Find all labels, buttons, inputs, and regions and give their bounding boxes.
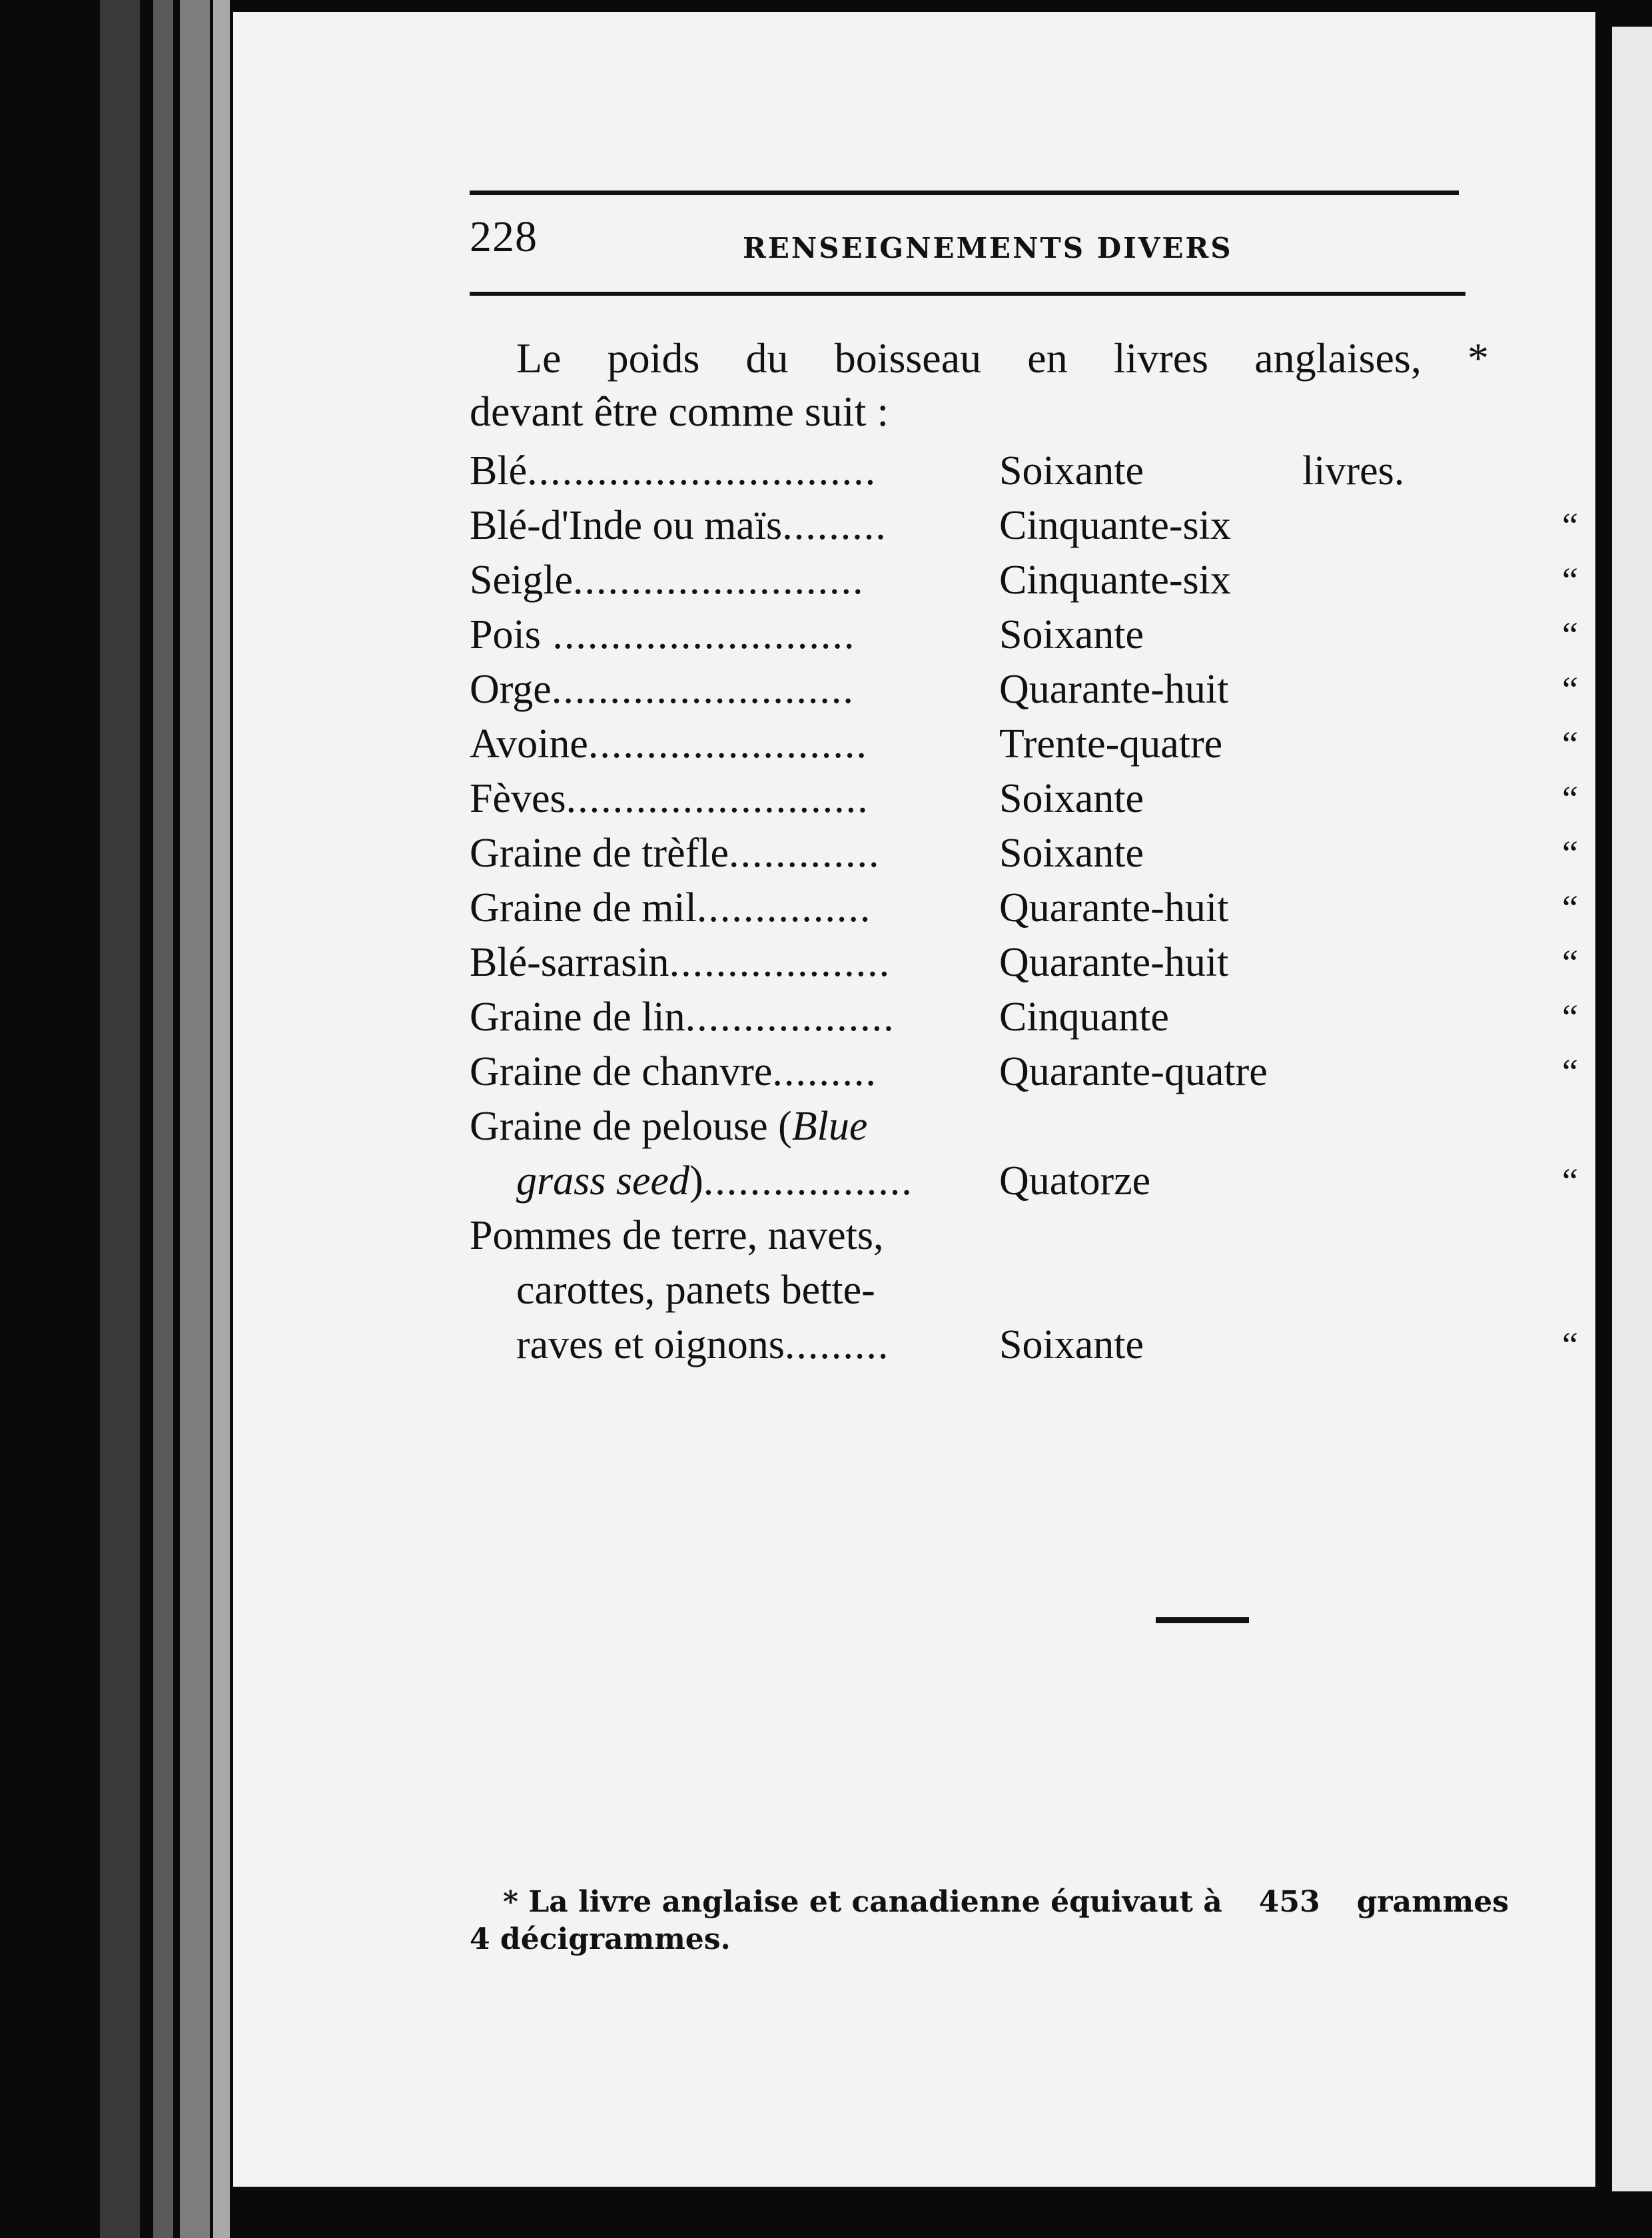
table-row — [470, 826, 1652, 881]
weight-value: Soixante — [999, 831, 1144, 876]
leader-dots: .............................. — [527, 448, 877, 494]
grain-name: Pois — [470, 612, 541, 657]
ditto-mark: “ — [1562, 669, 1578, 709]
grain-name: Avoine — [470, 721, 588, 767]
table-row — [470, 662, 1652, 717]
footnote-text: * La livre anglaise et canadienne équivaut à — [503, 1885, 1222, 1919]
grain-name-part: ) — [689, 1158, 703, 1204]
header-rule-top — [470, 190, 1459, 195]
footnote-text: 453 — [1258, 1885, 1320, 1919]
intro-word: poids — [607, 334, 700, 382]
grain-name: Blé-d'Inde ou maïs — [470, 503, 783, 548]
ditto-mark: “ — [1562, 833, 1578, 873]
weight-table — [470, 444, 1652, 1372]
ditto-mark: “ — [1562, 615, 1578, 655]
table-row — [470, 1208, 1652, 1263]
weight-unit: livres. — [1302, 448, 1405, 494]
footnote — [470, 1884, 1509, 1958]
table-row — [470, 498, 1652, 553]
leader-dots: .......................... — [540, 612, 856, 657]
weight-value: Trente-quatre — [999, 721, 1223, 767]
intro-line-2: devant être comme suit : — [470, 388, 889, 435]
grain-name: Orge — [470, 667, 552, 712]
weight-value: Soixante — [999, 448, 1144, 494]
grain-name: Fèves — [470, 776, 566, 821]
weight-value: Soixante — [999, 612, 1144, 657]
table-row — [470, 935, 1652, 990]
footnote-line-2: 4 décigrammes. — [470, 1922, 731, 1956]
leader-dots: ......... — [782, 503, 887, 548]
ditto-mark: “ — [1562, 1325, 1578, 1365]
ditto-mark: “ — [1562, 942, 1578, 982]
intro-word: anglaises, — [1254, 334, 1422, 382]
leader-dots: ........................ — [588, 721, 868, 767]
leader-dots: ......... — [772, 1049, 877, 1094]
ditto-mark: “ — [1562, 724, 1578, 764]
section-separator — [1156, 1617, 1249, 1623]
grain-name-part: raves et oignons — [516, 1322, 785, 1367]
grain-name: Graine de mil — [470, 885, 697, 931]
leader-dots: .................. — [685, 994, 895, 1040]
weight-value: Cinquante — [999, 994, 1169, 1040]
leader-dots: .................. — [703, 1158, 913, 1204]
leader-dots: ......... — [784, 1322, 890, 1367]
table-row — [470, 1044, 1652, 1099]
table-row — [470, 607, 1652, 662]
grain-name: Graine de trèfle — [470, 831, 729, 876]
book-edge — [213, 0, 230, 2238]
footnote-line-1 — [470, 1884, 1509, 1921]
grain-name: Seigle — [470, 558, 573, 603]
table-row — [470, 1099, 1652, 1154]
table-row — [470, 990, 1652, 1044]
intro-paragraph — [470, 332, 1489, 438]
weight-value: Soixante — [999, 1322, 1144, 1367]
weight-value: Quarante-quatre — [999, 1049, 1268, 1094]
ditto-mark: “ — [1562, 1161, 1578, 1201]
leader-dots: ............... — [696, 885, 872, 931]
ditto-mark: “ — [1562, 506, 1578, 546]
weight-value: Quarante-huit — [999, 885, 1229, 931]
intro-line-1 — [470, 332, 1489, 385]
weight-value: Quarante-huit — [999, 667, 1229, 712]
page-number: 228 — [470, 212, 538, 261]
intro-word: du — [745, 334, 789, 382]
grain-name-part: carottes, panets bette- — [516, 1268, 875, 1313]
ditto-mark: “ — [1562, 997, 1578, 1037]
ditto-mark: “ — [1562, 560, 1578, 600]
leader-dots: ................... — [669, 940, 891, 985]
table-row-continuation — [470, 1317, 1652, 1372]
table-row — [470, 771, 1652, 826]
weight-value: Quatorze — [999, 1158, 1151, 1204]
footnote-marker: * — [1467, 334, 1489, 382]
running-head: RENSEIGNEMENTS DIVERS — [743, 232, 1233, 264]
intro-word: livres — [1113, 334, 1209, 382]
grain-name-part: Pommes de terre, navets, — [470, 1213, 884, 1258]
footnote-text: grammes — [1356, 1885, 1509, 1919]
intro-word: boisseau — [834, 334, 982, 382]
book-page — [233, 12, 1595, 2187]
leader-dots: .......................... — [551, 667, 855, 712]
weight-value: Quarante-huit — [999, 940, 1229, 985]
grain-name: Graine de lin — [470, 994, 685, 1040]
grain-name-italic: Blue — [791, 1104, 868, 1149]
table-row — [470, 553, 1652, 607]
grain-name-part: Graine de pelouse ( — [470, 1104, 792, 1149]
weight-value: Cinquante-six — [999, 558, 1231, 603]
weight-value: Soixante — [999, 776, 1144, 821]
leader-dots: ......................... — [572, 558, 865, 603]
table-row — [470, 881, 1652, 935]
grain-name-italic: grass seed — [516, 1158, 690, 1204]
ditto-mark: “ — [1562, 888, 1578, 928]
intro-word: Le — [516, 334, 562, 382]
grain-name: Blé-sarrasin — [470, 940, 669, 985]
table-row-continuation — [470, 1263, 1652, 1317]
book-edge — [180, 0, 210, 2238]
book-edge — [153, 0, 173, 2238]
grain-name: Graine de chanvre — [470, 1049, 773, 1094]
grain-name: Blé — [470, 448, 528, 494]
header-rule-bottom — [470, 292, 1465, 296]
weight-value: Cinquante-six — [999, 503, 1231, 548]
leader-dots: .......................... — [566, 776, 869, 821]
table-row — [470, 717, 1652, 771]
table-row-continuation — [470, 1154, 1652, 1208]
leader-dots: ............. — [728, 831, 881, 876]
book-edge — [100, 0, 140, 2238]
table-row — [470, 444, 1652, 498]
intro-word: en — [1027, 334, 1068, 382]
ditto-mark: “ — [1562, 779, 1578, 819]
ditto-mark: “ — [1562, 1052, 1578, 1092]
